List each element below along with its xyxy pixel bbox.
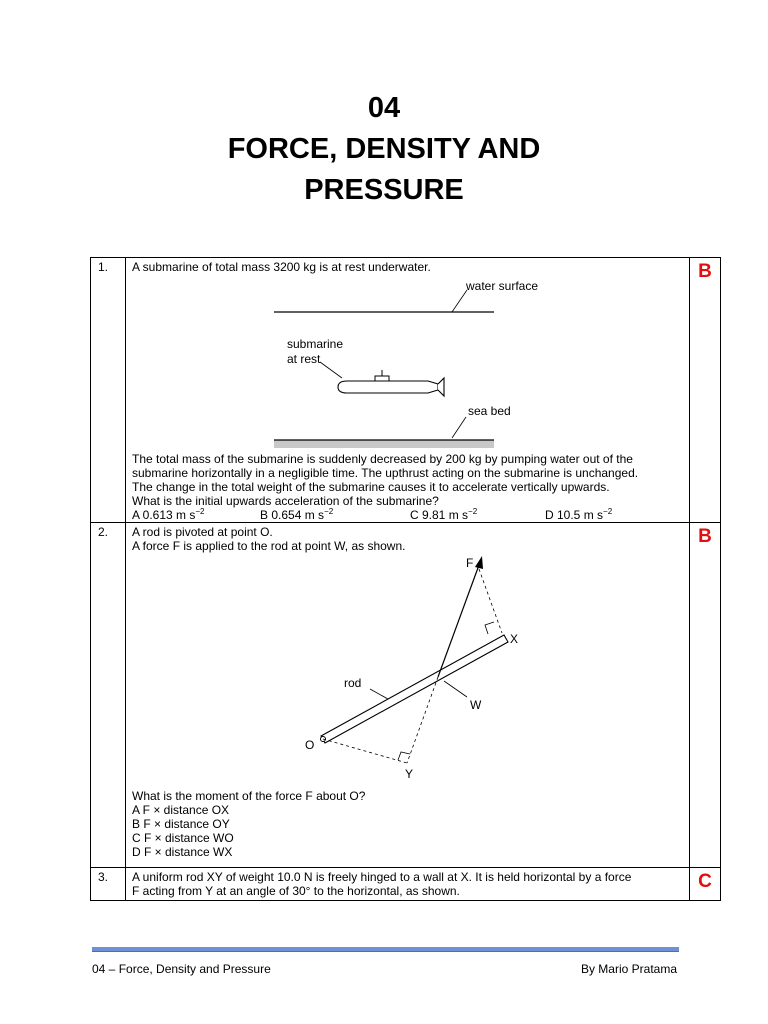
option-a: A F × distance OX xyxy=(132,803,230,817)
rod-pointer xyxy=(370,689,388,699)
force-arrow-head xyxy=(475,556,483,569)
submarine-figure xyxy=(132,274,684,452)
dashed-line-oy xyxy=(323,739,407,763)
option-c: C F × distance WO xyxy=(132,831,234,845)
title-line-1: FORCE, DENSITY AND xyxy=(227,133,541,165)
option-d: D F × distance WX xyxy=(132,845,233,859)
footer-author: By Mario Pratama xyxy=(580,962,677,976)
question-number: 1. xyxy=(91,258,126,523)
question-text: What is the moment of the force F about O? xyxy=(132,789,366,803)
page-title xyxy=(0,88,768,211)
label-w: W xyxy=(470,698,482,712)
question-text-line: submarine horizontally in a negligible time. The upthrust acting on the submarine is unchanged. xyxy=(132,466,639,480)
question-text-line: The change in the total weight of the submarine causes it to accelerate vertically upwards. xyxy=(132,480,610,494)
submarine-label: submarine xyxy=(287,337,344,351)
question-text-line: A uniform rod XY of weight 10.0 N is freely hinged to a wall at X. It is held horizontal by a force xyxy=(132,870,632,884)
question-body xyxy=(126,523,690,868)
question-text-line: F acting from Y at an angle of 30° to the horizontal, as shown. xyxy=(132,884,460,898)
label-y: Y xyxy=(405,767,414,781)
label-x: X xyxy=(510,632,519,646)
at-rest-label: at rest xyxy=(287,352,321,366)
option-c: C 9.81 m $s^{-2}$ xyxy=(410,507,478,522)
w-pointer xyxy=(444,681,467,697)
question-text-line: What is the initial upwards acceleration of the submarine? xyxy=(132,494,439,508)
answer-key: B xyxy=(690,258,721,523)
label-f: F xyxy=(466,556,474,570)
question-row-1 xyxy=(91,258,721,523)
label-o: O xyxy=(305,738,315,752)
rod-figure xyxy=(132,553,684,789)
question-number: 3. xyxy=(91,868,126,901)
questions-table xyxy=(90,257,721,901)
question-number: 2. xyxy=(91,523,126,868)
sea-bed-label: sea bed xyxy=(468,404,511,418)
chapter-number: 04 xyxy=(367,92,401,124)
footer-rule xyxy=(92,947,679,952)
submarine-pointer xyxy=(320,362,342,378)
option-a: A 0.613 m $s^{-2}$ xyxy=(132,507,205,522)
title-line-2: PRESSURE xyxy=(304,174,464,206)
question-intro: A submarine of total mass 3200 kg is at rest underwater. xyxy=(132,260,431,274)
option-b: B 0.654 m $s^{-2}$ xyxy=(260,507,334,522)
question-row-3 xyxy=(91,868,721,901)
right-angle-x xyxy=(485,622,494,634)
question-intro: A rod is pivoted at point O. xyxy=(132,525,273,539)
option-b: B F × distance OY xyxy=(132,817,230,831)
water-surface-label: water surface xyxy=(466,279,539,293)
sea-bed-fill xyxy=(274,440,494,448)
question-intro: A force F is applied to the rod at point W, as shown. xyxy=(132,539,406,553)
question-body xyxy=(126,258,690,523)
submarine-shape xyxy=(338,370,444,396)
sea-bed-pointer xyxy=(452,417,466,438)
footer-chapter: 04 – Force, Density and Pressure xyxy=(92,962,271,976)
answer-key: C xyxy=(690,868,721,901)
label-rod: rod xyxy=(344,676,362,690)
water-surface-pointer xyxy=(452,290,467,312)
question-row-2 xyxy=(91,523,721,868)
question-body xyxy=(126,868,690,901)
answer-options xyxy=(132,508,683,522)
option-d: D 10.5 m $s^{-2}$ xyxy=(545,507,613,522)
right-angle-y xyxy=(398,752,410,760)
answer-key: B xyxy=(690,523,721,868)
question-text-line: The total mass of the submarine is suddenly decreased by 200 kg by pumping water out of the xyxy=(132,452,633,466)
